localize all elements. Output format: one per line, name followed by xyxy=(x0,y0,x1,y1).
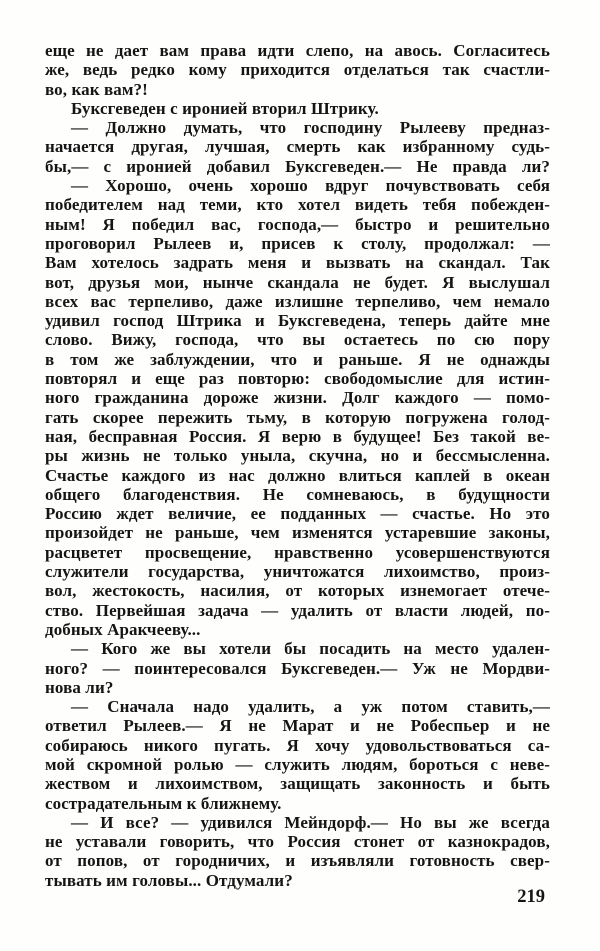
text-line: добных Аракчееву... xyxy=(45,619,201,639)
text-line: ответил Рылеев.— Я не Марат и не Робеспьер и не xyxy=(45,716,550,736)
text-line: Россию ждет величие, ее подданных — счастье. Но это xyxy=(45,504,550,524)
text-line: не уставали говорить, что Россия стонет от казнокрадов, xyxy=(45,832,550,852)
text-line: всех вас терпеливо, даже излишне терпеливо, чем немало xyxy=(45,291,550,311)
text-line: служители государства, уничтожатся лихоимство, произ- xyxy=(45,562,550,582)
text-line: ры жизнь не только уныла, скучна, но и бессмысленна. xyxy=(45,446,550,466)
text-line: сострадательным к ближнему. xyxy=(45,793,282,813)
text-line: проговорил Рылеев и, присев к столу, продолжал: — xyxy=(45,233,550,253)
text-line: от попов, от городничих, и изъявляли готовность свер- xyxy=(45,851,550,871)
text-line: ного? — поинтересовался Буксгеведен.— Уж не Мордви- xyxy=(45,658,550,678)
text-line: гать скорее пережить тьму, в которую погружена голод- xyxy=(45,407,550,427)
text-line: собираюсь никого пугать. Я хочу удовольствоваться са- xyxy=(45,735,550,755)
text-line: начается другая, лучшая, смерть как избранному судь- xyxy=(45,137,550,157)
text-line: бы,— с иронией добавил Буксгеведен.— Не правда ли? xyxy=(45,156,550,176)
text-line: произойдет не раньше, чем изменятся устаревшие законы, xyxy=(45,523,550,543)
text-line: повторял и еще раз повторю: свободомыслие для истин- xyxy=(45,369,550,389)
text-line: ным! Я победил вас, господа,— быстро и решительно xyxy=(45,214,550,234)
text-line: — Кого же вы хотели бы посадить на место удален- xyxy=(71,639,550,659)
text-line: мой скромной ролью — служить людям, бороться с неве- xyxy=(45,754,550,774)
text-line: ная, бесправная Россия. Я верю в будущее! Без такой ве- xyxy=(45,426,550,446)
text-line: победителем над теми, кто хотел видеть тебя побежден- xyxy=(45,195,550,215)
page-number: 219 xyxy=(517,887,545,907)
text-line: во, как вам?! xyxy=(45,79,148,99)
text-line: Буксгеведен с иронией вторил Штрику. xyxy=(71,98,379,118)
text-line: жеством и лихоимством, защищать законность и быть xyxy=(45,774,550,794)
text-line: же, ведь редко кому приходится отделаться так счастли- xyxy=(45,60,550,80)
text-line: нова ли? xyxy=(45,677,114,697)
text-line: удивил господ Штрика и Буксгеведена, теперь дайте мне xyxy=(45,311,550,331)
text-line: вол, жестокость, насилия, от которых изнемогает отече- xyxy=(45,581,550,601)
text-line: расцветет просвещение, нравственно усовершенствуются xyxy=(45,542,550,562)
text-line: в том же заблуждении, что и раньше. Я не однажды xyxy=(45,349,550,369)
text-line: вот, друзья мои, нынче скандала не будет. Я выслушал xyxy=(45,272,550,292)
text-line: ного гражданина дороже жизни. Долг каждого — помо- xyxy=(45,388,550,408)
text-line: тывать им головы... Отдумали? xyxy=(45,870,293,890)
text-line: — Сначала надо удалить, а уж потом ставить,— xyxy=(71,697,550,717)
text-line: общего благоденствия. Не сомневаюсь, в будущности xyxy=(45,484,550,504)
text-line: ство. Первейшая задача — удалить от власти людей, по- xyxy=(45,600,550,620)
text-line: Вам хотелось задрать меня и вызвать на скандал. Так xyxy=(45,253,550,273)
text-line: — И все? — удивился Мейндорф.— Но вы же всегда xyxy=(71,812,550,832)
text-line: — Должно думать, что господину Рылееву предназ- xyxy=(71,118,550,138)
text-line: — Хорошо, очень хорошо вдруг почувствовать себя xyxy=(71,176,550,196)
page-text xyxy=(45,41,550,890)
text-line: Счастье каждого из нас должно влиться каплей в океан xyxy=(45,465,550,485)
text-line: еще не дает вам права идти слепо, на авось. Согласитесь xyxy=(45,41,550,60)
text-line: слово. Вижу, господа, что вы остаетесь по сю пору xyxy=(45,330,550,350)
